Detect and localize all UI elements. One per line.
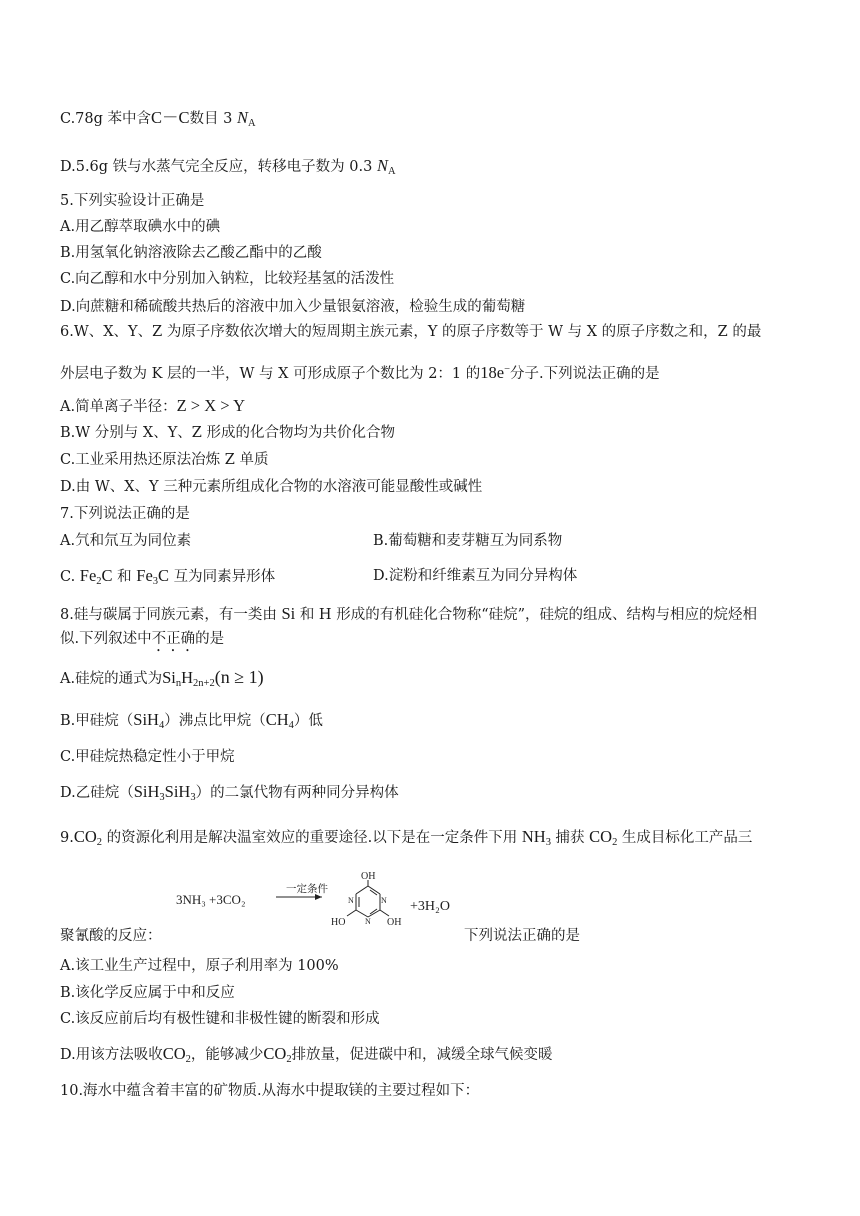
q6-option-b: B.W 分别与 X、Y、Z 形成的化合物均为共价化合物	[60, 425, 395, 441]
q9-option-b: B.该化学反应属于中和反应	[60, 985, 235, 1001]
oh-group-right: OH	[387, 917, 402, 928]
q8-stem-line2: 似.下列叙述中不正确的是	[60, 631, 225, 647]
q5-option-a: A.用乙醇萃取碘水中的碘	[60, 219, 221, 235]
q8-option-d: D.乙硅烷（SiH$_3$SiH$_3$）的二氯代物有两种同分异构体	[60, 782, 399, 803]
q8-option-c: C.甲硅烷热稳定性小于甲烷	[60, 749, 235, 765]
q6-option-c: C.工业采用热还原法冶炼 Z 单质	[60, 452, 269, 468]
q7-option-a: A.氕和氘互为同位素	[60, 533, 192, 549]
q9-option-d: D.用该方法吸收$CO_2$，能够减少$CO_2$排放量，促进碳中和，减缓全球气候变暖	[60, 1044, 553, 1065]
q4-option-d: D.5.6g 铁与水蒸气完全反应，转移电子数为 0.3 $N_A$	[60, 156, 396, 177]
q9-stem-line1: $9.CO_2$ 的资源化利用是解决温室效应的重要途径.以下是在一定条件下用 $NH_3$ 捕获 $CO_2$ 生成目标化工产品三	[60, 827, 753, 848]
ring-nitrogen-left: N	[348, 896, 354, 905]
q9-option-a: A.该工业生产过程中，原子利用率为 100%	[60, 958, 339, 974]
q5-option-d: D.向蔗糖和稀硫酸共热后的溶液中加入少量银氨溶液，检验生成的葡萄糖	[60, 299, 526, 315]
q6-option-d: D.由 W、X、Y 三种元素所组成化合物的水溶液可能显酸性或碱性	[60, 479, 483, 495]
q4-option-c: C.78g 苯中含C－C数目 3 $N_A$	[60, 108, 256, 129]
q9-stem-line2-b: 下列说法正确的是	[464, 928, 580, 944]
q5-option-b: B.用氢氧化钠溶液除去乙酸乙酯中的乙酸	[60, 245, 322, 261]
q7-option-b: B.葡萄糖和麦芽糖互为同系物	[373, 533, 563, 549]
emphasized-not-correct: 不正确	[151, 631, 196, 647]
reaction-reactants: 3NH₃ +3CO₂	[176, 892, 246, 907]
q8-option-b: B.甲硅烷（SiH$_4$）沸点比甲烷$(CH_4)$低	[60, 710, 323, 731]
q6-stem-line2: 外层电子数为 K 层的一半，W 与 X 可形成原子个数比为 2：1 的18e−分子.下列说法正确的是	[60, 363, 660, 382]
reaction-condition: 一定条件	[286, 884, 328, 895]
q9-stem-line2-a: 聚氰酸的反应：	[60, 928, 162, 944]
q5-stem: 5.下列实验设计正确是	[60, 193, 205, 209]
q7-stem: 7.下列说法正确的是	[60, 506, 190, 522]
q6-option-a: A.简单离子半径：Z > X > Y	[60, 396, 246, 415]
ring-nitrogen-bottom: N	[365, 917, 371, 926]
q6-stem-line1: 6.W、X、Y、Z 为原子序数依次增大的短周期主族元素，Y 的原子序数等于 W 与 X 的原子序数之和，Z 的最	[60, 324, 762, 340]
q8-stem-line1: 8.硅与碳属于同族元素，有一类由 Si 和 H 形成的有机硅化合物称“硅烷”，硅烷的组成、结构与相应的烷烃相	[60, 604, 758, 623]
reaction-products-water: +3H₂O	[410, 899, 450, 914]
cyanuric-acid-reaction-equation	[172, 870, 472, 942]
q5-option-c: C.向乙醇和水中分别加入钠粒，比较羟基氢的活泼性	[60, 271, 395, 287]
q10-stem: 10.海水中蕴含着丰富的矿物质.从海水中提取镁的主要过程如下：	[60, 1083, 480, 1099]
ring-nitrogen-right: N	[381, 896, 387, 905]
q7-option-d: D.淀粉和纤维素互为同分异构体	[373, 568, 578, 584]
q7-option-c: C. $Fe_2C$ 和 $Fe_3C$ 互为同素异形体	[60, 566, 276, 587]
oh-group-left: HO	[331, 917, 346, 928]
q9-option-c: C.该反应前后均有极性键和非极性键的断裂和形成	[60, 1011, 380, 1027]
oh-group-top: OH	[361, 871, 376, 882]
q8-option-a: A.硅烷的通式为$Si_nH_{2n+2}(n \ge 1)$	[60, 667, 264, 689]
